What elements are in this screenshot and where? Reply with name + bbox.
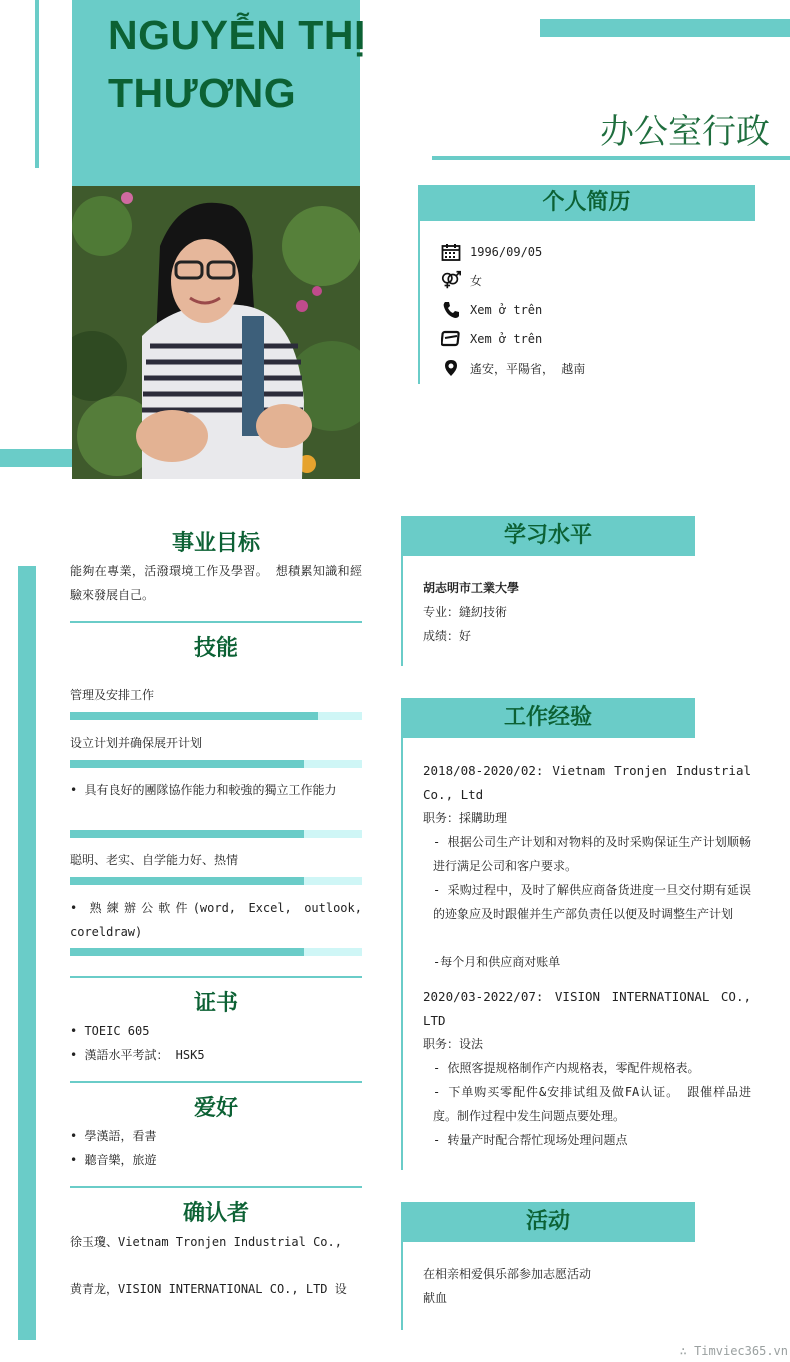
hobbies-divider [70, 1186, 362, 1188]
profile-photo [72, 186, 360, 479]
reference-line-1: 徐玉瓊、Vietnam Tronjen Industrial Co., [70, 1235, 342, 1249]
certificates-heading: 证书 [193, 991, 238, 1016]
job-1-duty-2: - 采购过程中，及时了解供应商备货进度一旦交付期有延误的迹象应及时跟催并生产部负责任以便及时调整生产计划 [433, 883, 751, 921]
education-heading: 学习水平 [401, 516, 695, 556]
certificate-item-2: • 漢語水平考試： HSK5 [70, 1048, 205, 1062]
contact-email-text: Xem ở trên [470, 332, 543, 346]
skill-bar-2-fill [70, 760, 304, 768]
education-major: 专业：縫紉技術 [423, 605, 508, 619]
email-icon [440, 330, 462, 348]
job-2-duty-3: - 转量产时配合帮忙现场处理问题点 [433, 1133, 628, 1147]
job-2-title: 2020/03-2022/07: VISION INTERNATIONAL CO., LTD [423, 989, 751, 1028]
profile-heading: 个人简历 [418, 185, 755, 221]
objective-heading: 事业目标 [171, 531, 260, 556]
contact-birthdate [440, 240, 542, 264]
references-heading: 确认者 [182, 1201, 249, 1226]
name-line-2: THƯƠNG [108, 70, 297, 116]
left-accent-bar-mid [0, 449, 72, 467]
contact-location-text: 遙安，平陽省， 越南 [470, 361, 586, 376]
certificates-divider [70, 1081, 362, 1083]
skill-bar-3-fill [70, 830, 304, 838]
contact-phone-text: Xem ở trên [470, 303, 543, 317]
contact-email [440, 327, 542, 351]
contact-gender [440, 268, 482, 292]
phone-icon [440, 301, 462, 319]
hobbies-heading: 爱好 [193, 1096, 238, 1121]
skill-label-2: 设立计划并确保展开计划 [70, 736, 203, 750]
activity-item-2: 献血 [423, 1291, 448, 1305]
title-underline [432, 156, 790, 160]
job-title: 办公室行政 [600, 112, 770, 152]
skills-divider [70, 976, 362, 978]
skill-bar-4 [70, 877, 362, 885]
job-1-duty-3: -每个月和供应商对账单 [433, 955, 561, 969]
skill-bar-1 [70, 712, 362, 720]
skill-label-3: • 具有良好的團隊協作能力和較強的獨立工作能力 [70, 783, 337, 797]
job-1-duty-1: - 根据公司生产计划和对物料的及时采购保证生产计划顺畅进行满足公司和客户要求。 [433, 835, 751, 873]
hobby-item-2: • 聽音樂，旅遊 [70, 1153, 157, 1167]
skill-bar-4-fill [70, 877, 304, 885]
job-2-role: 职务：设法 [423, 1037, 484, 1051]
contact-location [440, 356, 585, 380]
calendar-icon [440, 243, 462, 261]
left-accent-line-top [35, 0, 39, 168]
job-2-duty-1: - 依照客提规格制作产内规格表，零配件规格表。 [433, 1061, 700, 1075]
skill-label-5: • 熟練辦公軟件(word, Excel, outlook, coreldraw) [70, 901, 362, 939]
objective-text: 能夠在專業，活潑環境工作及學習。 想積累知識和經驗來發展自己。 [70, 564, 362, 602]
candidate-name [108, 6, 408, 122]
left-accent-line-bottom [18, 566, 36, 1340]
job-1-role: 职务：採購助理 [423, 811, 508, 825]
skill-bar-5-fill [70, 948, 304, 956]
profile-photo-illustration [72, 186, 360, 479]
experience-heading: 工作经验 [401, 698, 695, 738]
contact-gender-text: 女 [470, 273, 483, 288]
skill-bar-1-fill [70, 712, 318, 720]
skill-bar-2 [70, 760, 362, 768]
activities-heading: 活动 [401, 1202, 695, 1242]
job-2-duty-2: - 下单购买零配件&安排试组及做FA认证。 跟催样品进度。制作过程中发生问题点要处理。 [433, 1085, 751, 1123]
skill-bar-5 [70, 948, 362, 956]
watermark: ∴ Timviec365.vn [679, 1344, 788, 1358]
education-grade: 成绩：好 [423, 629, 472, 643]
skills-heading: 技能 [193, 636, 238, 661]
experience-left-line [401, 698, 403, 1170]
education-school: 胡志明市工業大學 [423, 581, 520, 595]
skill-label-4: 聪明、老实、自学能力好、热情 [70, 853, 239, 867]
skill-label-1: 管理及安排工作 [70, 688, 155, 702]
job-1-title: 2018/08-2020/02: Vietnam Tronjen Industrial Co., Ltd [423, 763, 751, 802]
top-right-accent-bar [540, 19, 790, 37]
contact-birthdate-text: 1996/09/05 [470, 245, 543, 259]
activity-item-1: 在相亲相爱俱乐部参加志愿活动 [423, 1267, 592, 1281]
contact-phone [440, 298, 542, 322]
name-line-1: NGUYỄN THỊ [108, 12, 366, 58]
objective-divider [70, 621, 362, 623]
certificate-item-1: • TOEIC 605 [70, 1024, 150, 1038]
reference-line-2: 黄青龙，VISION INTERNATIONAL CO., LTD 设 [70, 1282, 347, 1296]
location-icon [440, 359, 462, 377]
gender-icon [440, 271, 462, 289]
skill-bar-3 [70, 830, 362, 838]
hobby-item-1: • 學漢語，看書 [70, 1129, 157, 1143]
